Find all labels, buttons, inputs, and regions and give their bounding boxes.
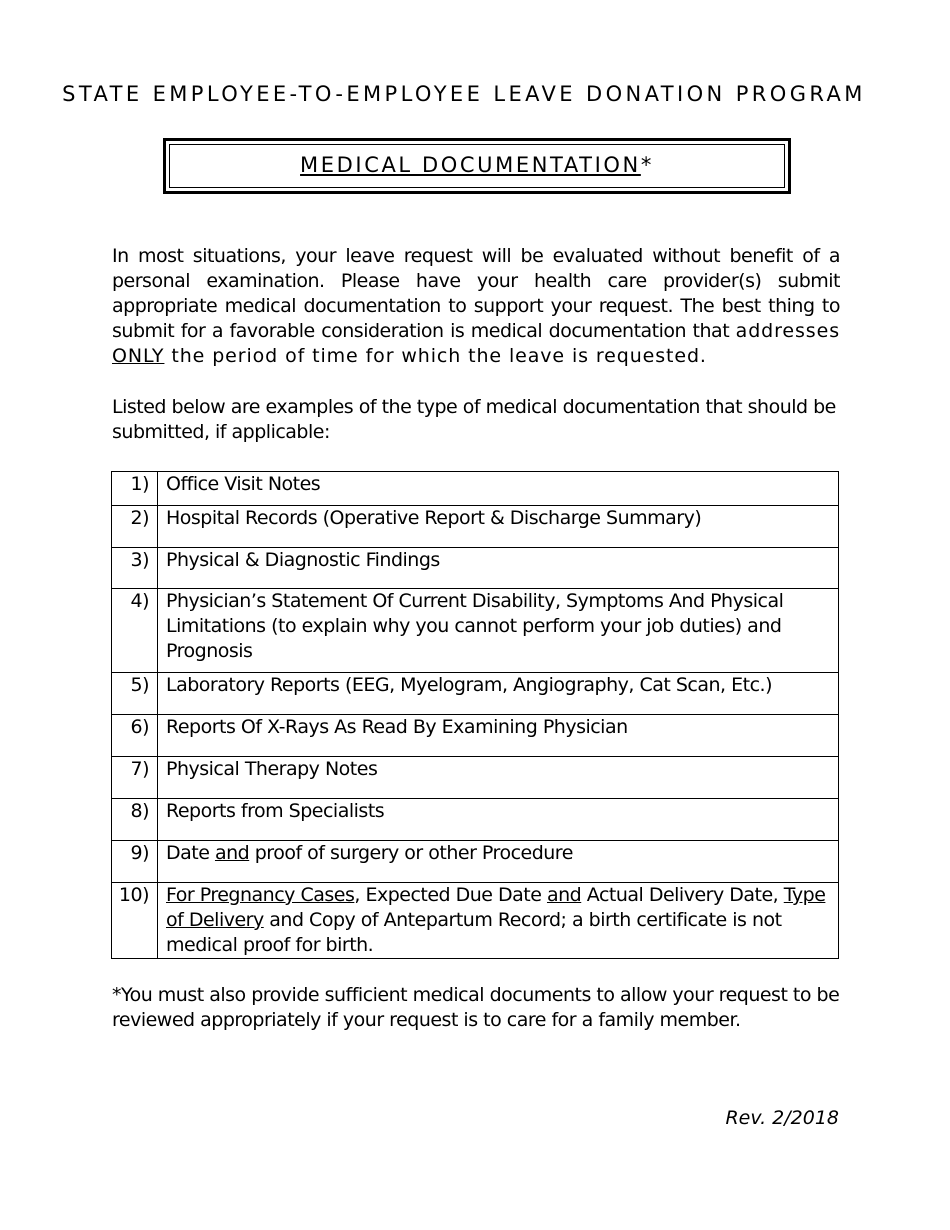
- item-text-part: and Copy of Antepartum Record; a birth certificate is not medical proof for birth.: [166, 909, 782, 956]
- item-text: Physical Therapy Notes: [158, 757, 839, 799]
- revision-date: Rev. 2/2018: [725, 1107, 839, 1129]
- document-heading: MEDICAL DOCUMENTATION: [300, 153, 641, 177]
- intro-addresses: addresses: [735, 320, 840, 342]
- item-text: [158, 883, 839, 959]
- table-row: [112, 841, 839, 883]
- intro-period-text: the period of time for which the leave is requested.: [164, 345, 707, 367]
- item-number: 7): [112, 757, 158, 799]
- item-number: 2): [112, 506, 158, 548]
- item-text-underlined: and: [546, 884, 582, 906]
- intro-text: In most situations, your leave request will be evaluated without benefit of a personal examination. Please have your health care provider(s) submit appropriate medical documentation to support your request. The best thing to submit for a favorable consideration is medical documentation that: [112, 245, 840, 342]
- item-text: Hospital Records (Operative Report & Discharge Summary): [158, 506, 839, 548]
- intro-emphasis-only: ONLY: [112, 345, 165, 367]
- table-row: [112, 757, 839, 799]
- item-number: 6): [112, 715, 158, 757]
- documentation-table: [111, 471, 839, 959]
- item-number: 1): [112, 472, 158, 506]
- item-number: 8): [112, 799, 158, 841]
- item-number: 4): [112, 589, 158, 673]
- item-text-part: Actual Delivery Date,: [581, 884, 784, 906]
- item-text-underlined: For Pregnancy Cases: [166, 884, 355, 906]
- program-title: STATE EMPLOYEE-TO-EMPLOYEE LEAVE DONATION PROGRAM: [62, 82, 866, 106]
- listed-intro: Listed below are examples of the type of medical documentation that should be submitted, if applicable:: [112, 396, 836, 443]
- intro-paragraph: [112, 244, 840, 369]
- footnote: *You must also provide sufficient medical documents to allow your request to be reviewed appropriately if your request is to care for a family member.: [112, 984, 840, 1031]
- item-text: Office Visit Notes: [158, 472, 839, 506]
- item-text: [158, 841, 839, 883]
- heading-asterisk: *: [640, 153, 654, 177]
- table-row: [112, 548, 839, 589]
- table-row: [112, 799, 839, 841]
- table-row: [112, 715, 839, 757]
- item-text-part: , Expected Due Date: [354, 884, 547, 906]
- item-number: 3): [112, 548, 158, 589]
- item-text-underlined: Type of Delivery: [166, 884, 826, 931]
- item-text-part: Date: [166, 842, 215, 864]
- item-text-part: proof of surgery or other Procedure: [249, 842, 573, 864]
- item-number: 5): [112, 673, 158, 715]
- document-heading-box: [163, 138, 791, 194]
- item-text: Laboratory Reports (EEG, Myelogram, Angiography, Cat Scan, Etc.): [158, 673, 839, 715]
- table-row: [112, 589, 839, 673]
- item-text: Physical & Diagnostic Findings: [158, 548, 839, 589]
- item-number: 9): [112, 841, 158, 883]
- table-row: [112, 883, 839, 959]
- item-text-underlined: and: [214, 842, 250, 864]
- document-heading-inner-box: [169, 144, 785, 188]
- table-row: [112, 472, 839, 506]
- item-number: 10): [112, 883, 158, 959]
- item-text: Reports from Specialists: [158, 799, 839, 841]
- table-row: [112, 506, 839, 548]
- item-text: Physician’s Statement Of Current Disability, Symptoms And Physical Limitations (to explain why you cannot perform your job duties) and Prognosis: [158, 589, 839, 673]
- table-row: [112, 673, 839, 715]
- item-text: Reports Of X-Rays As Read By Examining Physician: [158, 715, 839, 757]
